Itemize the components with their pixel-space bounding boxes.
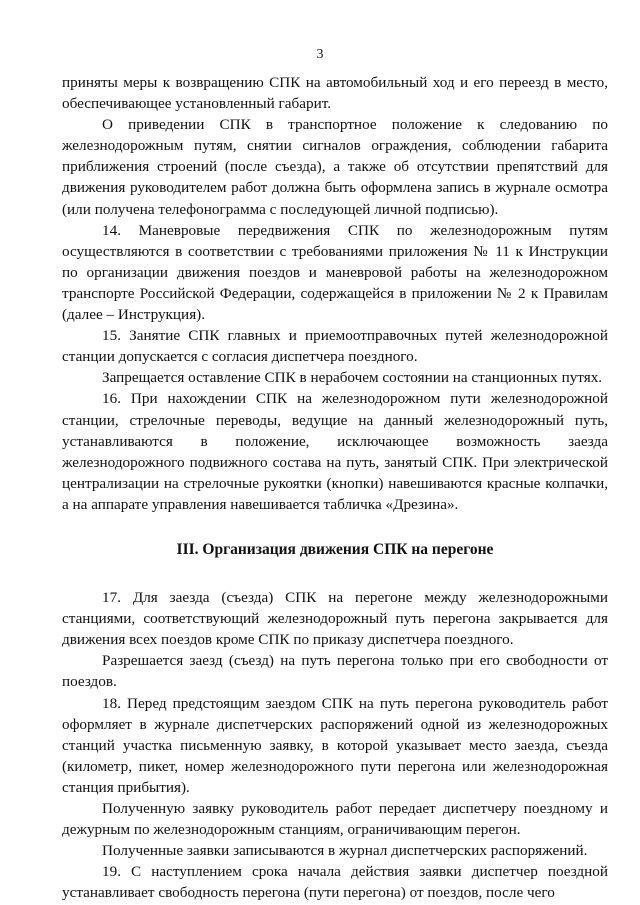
- paragraph: Запрещается оставление СПК в нерабочем состоянии на станционных путях.: [102, 369, 603, 387]
- paragraph: 16. При нахождении СПК на железнодорожном пути железнодорожной станции, стрелочные переводы, ведущие на данный железнодорожный путь, устанавливаются в положение, исключающее возможность заезда железнодорожного подвижного состава на путь, занятый СПК. При электрической централизации на стрелочные рукоятки (кнопки) навешиваются красные колпачки, а на аппарате управления навешивается табличка «Дрезина».: [62, 390, 608, 513]
- section-heading: III. Организация движения СПК на перегоне: [176, 540, 494, 558]
- paragraph: Разрешается заезд (съезд) на путь перегона только при его свободности от поездов.: [62, 652, 608, 691]
- paragraph: 14. Маневровые передвижения СПК по железнодорожным путям осуществляются в соответствии с требованиями приложения № 11 к Инструкции по организации движения поездов и маневровой работы на железнодорожном транспорте Российской Федерации, содержащейся в приложении № 2 к Правилам (далее – Инструкция).: [62, 221, 608, 324]
- paragraph: Полученную заявку руководитель работ передает диспетчеру поездному и дежурным по железнодорожным станциям, ограничивающим перегон.: [62, 800, 608, 839]
- paragraph: приняты меры к возвращению СПК на автомобильный ход и его переезд в место, обеспечивающее установленный габарит.: [62, 74, 608, 113]
- document-body: [62, 72, 608, 903]
- paragraph: О приведении СПК в транспортное положение к следованию по железнодорожным путям, снятии сигналов ограждения, соблюдении габарита приближения строений (после съезда), а также об отсутствии препятствий для движения руководителем работ должна быть оформлена запись в журнале осмотра (или получена телефонограмма с последующей личной подписью).: [62, 116, 608, 218]
- paragraph: Полученные заявки записываются в журнал диспетчерских распоряжений.: [102, 842, 588, 860]
- paragraph: 15. Занятие СПК главных и приемоотправочных путей железнодорожной станции допускается с согласия диспетчера поездного.: [62, 327, 608, 366]
- page-number: 3: [316, 47, 324, 62]
- paragraphs-top: [62, 72, 608, 515]
- paragraph: 17. Для заезда (съезда) СПК на перегоне между железнодорожными станциями, соответствующий железнодорожный путь перегона закрывается для движения всех поездов кроме СПК по приказу диспетчера поездного.: [62, 589, 608, 649]
- paragraphs-bottom: [62, 587, 608, 903]
- paragraph: 18. Перед предстоящим заездом СПК на путь перегона руководитель работ оформляет в журнале диспетчерских распоряжений одной из железнодорожных станций участка письменную заявку, в которой указывает место заезда, съезда (километр, пикет, номер железнодорожного пути перегона или железнодорожная станция прибытия).: [62, 694, 608, 796]
- paragraph: 19. С наступлением срока начала действия заявки диспетчер поездной устанавливает свободность перегона (пути перегона) от поездов, после чего: [62, 863, 608, 902]
